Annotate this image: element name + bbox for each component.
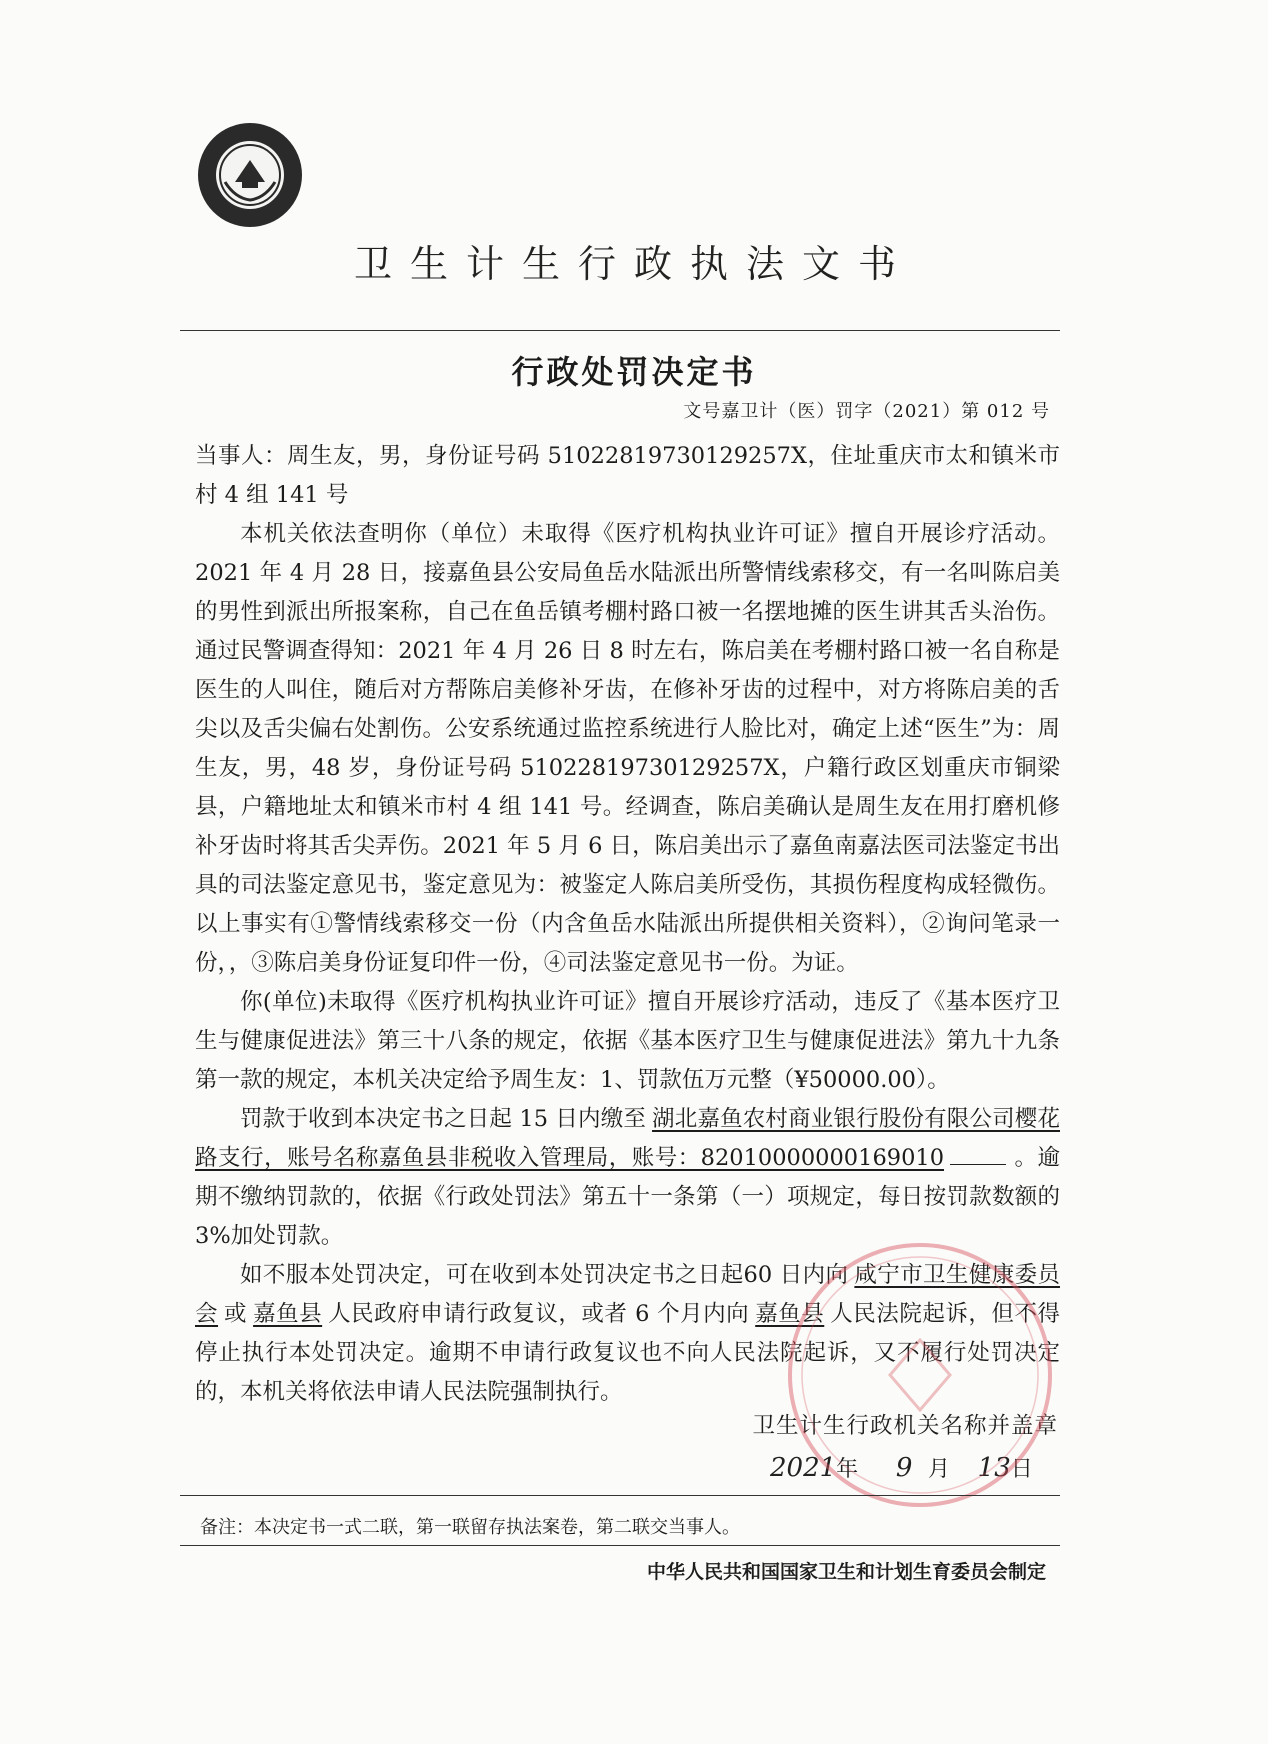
date-year: 2021 [770, 1453, 837, 1483]
document-type-heading: 卫生计生行政执法文书 [353, 242, 914, 286]
payment-prefix: 罚款于收到本决定书之日起 15 日内缴至 [240, 1106, 647, 1132]
document-number: 文号嘉卫计（医）罚字（2021）第 012 号 [683, 401, 1050, 422]
appeal-middle: 人民政府申请行政复议，或者 6 个月内向 [328, 1301, 750, 1327]
appeal-suffix: 人民法院起诉，但不得停止执行本处罚决定。逾期不申请行政复议也不向人民法院起诉，又不履行处罚决定的，本机关将依法申请人民法院强制执行。 [195, 1301, 1060, 1405]
date-day-label: 日 [1010, 1457, 1033, 1482]
date-year-label: 年 [836, 1457, 859, 1482]
payment-blank [950, 1142, 1006, 1165]
facts-paragraph: 本机关依法查明你（单位）未取得《医疗机构执业许可证》擅自开展诊疗活动。2021 年 4 月 28 日，接嘉鱼县公安局鱼岳水陆派出所警情线索移交，有一名叫陈启美的男性到派出所报案称，自己在鱼岳镇考棚村路口被一名摆地摊的医生讲其舌头治伤。通过民警调查得知：2021 年 4 月 26 日 8 时左右，陈启美在考棚村路口被一名自称是医生的人叫住，随后对方帮陈启美修补牙齿，在修补牙齿的过程中，对方将陈启美的舌尖以及舌尖偏右处割伤。公安系统通过监控系统进行人脸比对，确定上述“医生”为：周生友，男，48 岁，身份证号码 51022819730129257X，户籍行政区划重庆市铜梁县，户籍地址太和镇米市村 4 组 141 号。经调查，陈启美确认是周生友在用打磨机修补牙齿时将其舌尖弄伤。2021 年 5 月 6 日，陈启美出示了嘉鱼南嘉法医司法鉴定书出具的司法鉴定意见书，鉴定意见为：被鉴定人陈启美所受伤，其损伤程度构成轻微伤。以上事实有①警情线索移交一份（内含鱼岳水陆派出所提供相关资料），②询问笔录一份，，③陈启美身份证复印件一份，④司法鉴定意见书一份。为证。 [195, 521, 1060, 976]
decision-date [770, 1452, 1070, 1492]
issuing-authority: 中华人民共和国国家卫生和计划生育委员会制定 [646, 1561, 1046, 1583]
payment-paragraph [195, 1100, 1060, 1256]
appeal-review-body: 咸宁市卫生健康委员会 [195, 1262, 1060, 1327]
decision-paragraph: 你(单位)未取得《医疗机构执业许可证》擅自开展诊疗活动，违反了《基本医疗卫生与健康促进法》第三十八条的规定，依据《基本医疗卫生与健康促进法》第九十九条第一款的规定，本机关决定给予周生友：1、罚款伍万元整（¥50000.00）。 [195, 989, 1060, 1093]
date-month: 9 [895, 1453, 913, 1483]
date-month-label: 月 [928, 1457, 951, 1482]
footer-rule [180, 1545, 1060, 1546]
date-day: 13 [977, 1453, 1011, 1483]
footer-divider [180, 1495, 1060, 1496]
signature-line: 卫生计生行政机关名称并盖章 [752, 1413, 1058, 1439]
document-body [195, 437, 1060, 1412]
appeal-or: 或 [224, 1301, 248, 1327]
appeal-court: 嘉鱼县 [755, 1301, 825, 1327]
appeal-prefix: 如不服本处罚决定，可在收到本处罚决定书之日起60 日内向 [240, 1262, 849, 1288]
appeal-paragraph [195, 1256, 1060, 1412]
remark-note: 备注：本决定书一式二联，第一联留存执法案卷，第二联交当事人。 [200, 1517, 740, 1538]
document-title: 行政处罚决定书 [511, 353, 757, 391]
header-divider [180, 330, 1060, 331]
payment-bank-account: 湖北嘉鱼农村商业银行股份有限公司樱花路支行，账号名称嘉鱼县非税收入管理局，账号：82010000000169010 [195, 1106, 1060, 1171]
party-info: 当事人：周生友，男，身份证号码 51022819730129257X，住址重庆市太和镇米市村 4 组 141 号 [195, 443, 1060, 508]
health-inspection-emblem [195, 120, 305, 230]
payment-suffix: 。逾期不缴纳罚款的，依据《行政处罚法》第五十一条第（一）项规定，每日按罚款数额的 3%加处罚款。 [195, 1145, 1060, 1249]
appeal-government: 嘉鱼县 [253, 1301, 323, 1327]
